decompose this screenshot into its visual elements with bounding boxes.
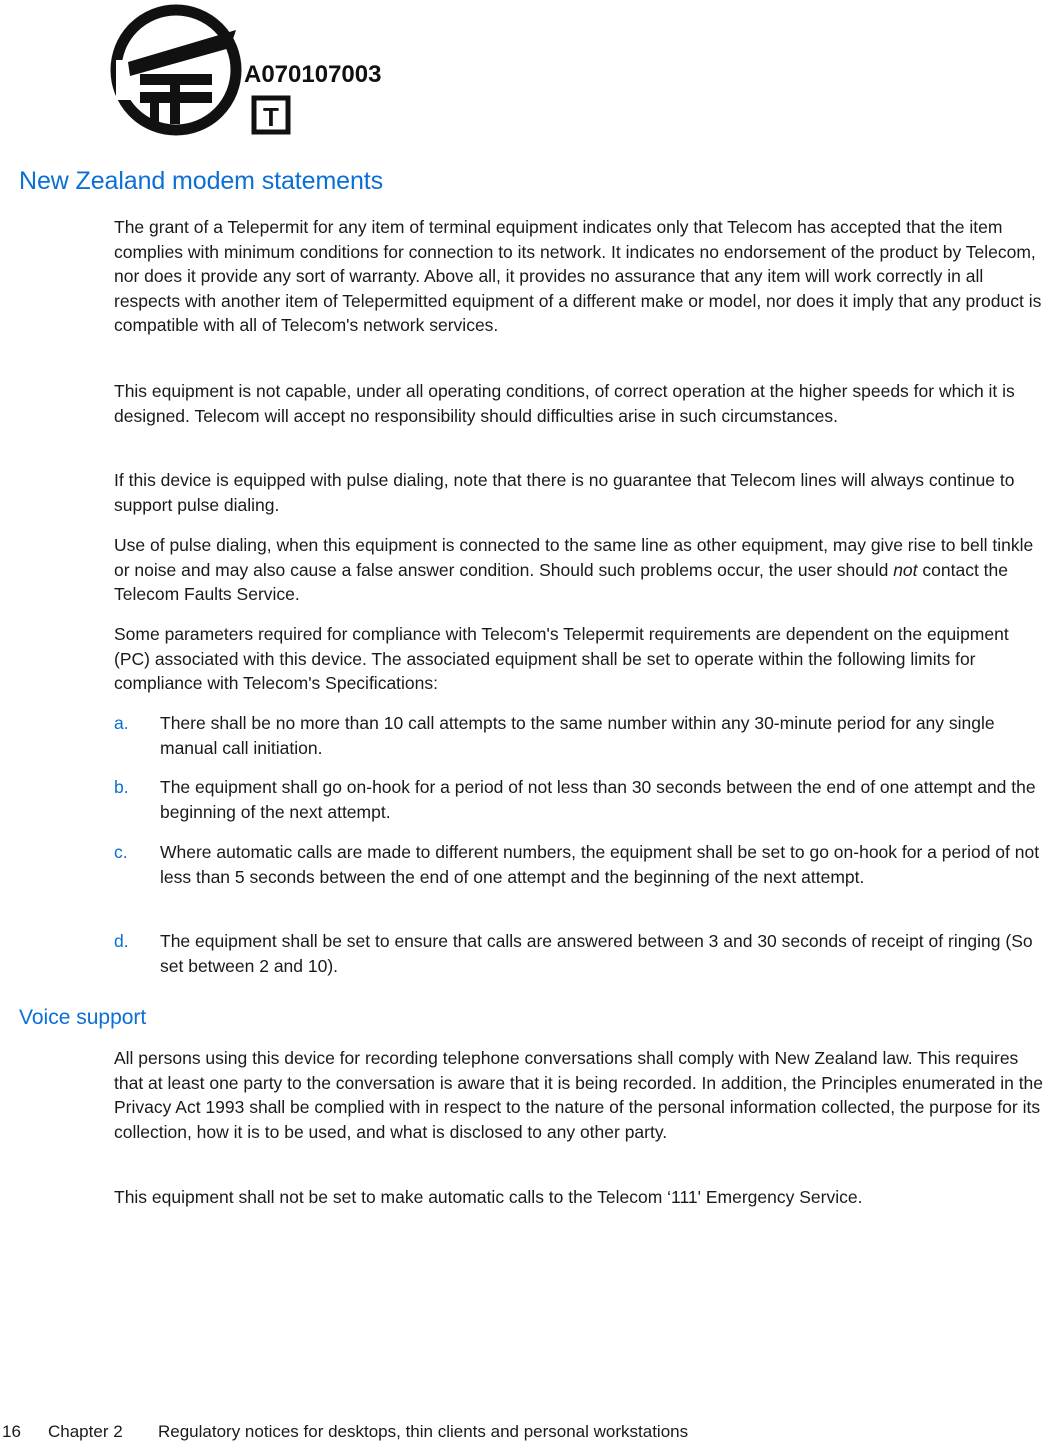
bell-tinkle-text-b: contact the Telecom Faults Service.: [114, 559, 1009, 604]
paragraph-telepermit: The grant of a Telepermit for any item of terminal equipment indicates only that Telecom has accepted that the item complies with minimum conditions for connection to its network. It indicates no endorsement of the product by Telecom, nor does it provide any sort of warranty. Above all, it provides no assurance that any item will work correctly in all respects with another item of Telepermitted equipment of a different make or model, nor does it imply that any product is compatible with all of Telecom's network services.: [114, 217, 1042, 335]
section-title-nz-modem: New Zealand modem statements: [19, 167, 384, 195]
list-marker: c.: [114, 842, 128, 862]
certification-logo: [110, 0, 400, 138]
chapter-title: Regulatory notices for desktops, thin clients and personal workstations: [158, 1422, 689, 1441]
list-marker: d.: [114, 931, 129, 951]
list-item-text: The equipment shall be set to ensure that calls are answered between 3 and 30 seconds of receipt of ringing (So set between 2 and 10).: [160, 931, 1033, 976]
paragraph-recording: All persons using this device for recording telephone conversations shall comply with New Zealand law. This requires that at least one party to the conversation is aware that it is being recorded. In addition, the Principles enumerated in the Privacy Act 1993 shall be complied with in respect to the nature of the personal information collected, the purpose for its collection, how it is to be used, and what is disclosed to any other party.: [114, 1048, 1044, 1142]
list-item-text: Where automatic calls are made to different numbers, the equipment shall be set to go on-hook for a period of not less than 5 seconds between the end of one attempt and the beginning of the next attempt.: [160, 842, 1040, 887]
list-item-text: There shall be no more than 10 call attempts to the same number within any 30-minute period for any single manual call initiation.: [160, 713, 995, 758]
paragraph-emergency: This equipment shall not be set to make automatic calls to the Telecom ‘111' Emergency Service.: [114, 1187, 863, 1207]
paragraph-pulse-dialing: If this device is equipped with pulse dialing, note that there is no guarantee that Telecom lines will always continue to support pulse dialing.: [114, 470, 1015, 515]
logo-t-glyph: T: [263, 102, 279, 132]
chapter-label: Chapter 2: [48, 1422, 123, 1441]
section-title-voice-support: Voice support: [19, 1006, 147, 1029]
list-item-text: The equipment shall go on-hook for a period of not less than 30 seconds between the end of one attempt and the beginning of the next attempt.: [160, 777, 1036, 822]
paragraph-parameters: Some parameters required for compliance with Telecom's Telepermit requirements are dependent on the equipment (PC) associated with this device. The associated equipment shall be set to operate within the following limits for compliance with Telecom's Specifications:: [114, 624, 1009, 693]
page-number: 16: [2, 1422, 21, 1441]
bell-tinkle-text-a: Use of pulse dialing, when this equipment is connected to the same line as other equipment, may give rise to bell tinkle or noise and may also cause a false answer condition. Should such problems occur, the user should: [114, 535, 1034, 580]
paragraph-bell-tinkle: [114, 533, 1045, 607]
telec-mark-icon: [110, 0, 400, 138]
emphasis-not: not: [893, 559, 918, 580]
logo-code-text: A070107003: [244, 61, 382, 88]
paragraph-not-capable: This equipment is not capable, under all operating conditions, of correct operation at the higher speeds for which it is designed. Telecom will accept no responsibility should difficulties arise in such circumstances.: [114, 381, 1015, 426]
list-marker: b.: [114, 777, 129, 797]
list-marker: a.: [114, 713, 129, 733]
